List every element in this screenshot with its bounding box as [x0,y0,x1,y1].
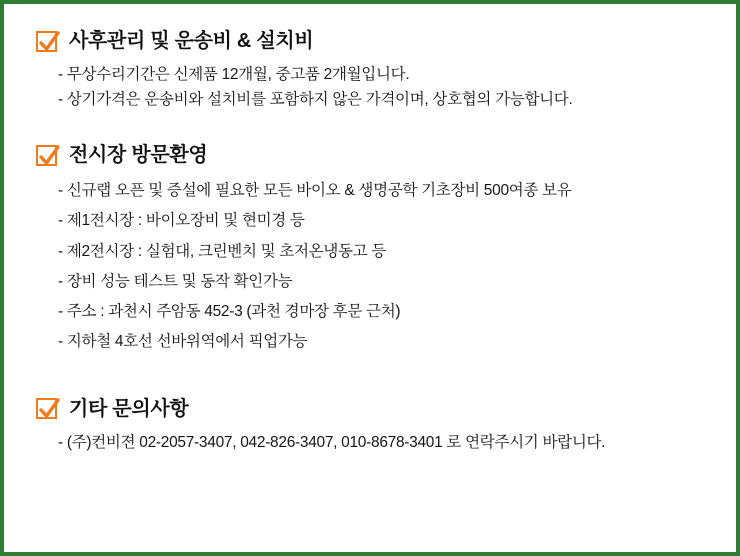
body-line: - 장비 성능 테스트 및 동작 확인가능 [58,272,293,290]
body-line: - 무상수리기간은 신제품 12개월, 중고품 2개월입니다. [58,66,410,83]
body-line: - 신규랩 오픈 및 증설에 필요한 모든 바이오 & 생명공학 기초장비 500여종 보유 [58,182,572,200]
section-title: 전시장 방문환영 [69,144,208,167]
section-spacer [32,118,708,144]
section-body [32,176,708,357]
body-line: - 지하철 4호선 선바위역에서 픽업가능 [58,333,308,351]
body-line: - (주)컨비젼 02-2057-3407, 042-826-3407, 010-8678-3401 로 연락주시기 바랍니다. [58,433,606,451]
section-header [32,30,708,52]
checkbox-checked-icon [36,398,57,419]
section-title: 사후관리 및 운송비 & 설치비 [69,30,314,52]
checkbox-checked-icon [36,145,57,166]
section-after-service [32,30,708,112]
section-title: 기타 문의사항 [69,397,189,420]
section-other-inquiries [32,398,708,455]
section-header [32,398,708,420]
section-showroom-visit [32,144,708,357]
body-line: - 주소 : 과천시 주암동 452-3 (과천 경마장 후문 근처) [58,303,401,321]
section-spacer [32,364,708,384]
checkbox-checked-icon [36,31,57,52]
body-line: - 제2전시장 : 실험대, 크린벤치 및 초저온냉동고 등 [58,242,387,260]
section-body [32,62,708,112]
section-header [32,144,708,166]
section-body [32,430,708,455]
body-line: - 상기가격은 운송비와 설치비를 포함하지 않은 가격이며, 상호협의 가능합니다. [58,91,573,109]
body-line: - 제1전시장 : 바이오장비 및 현미경 등 [58,212,305,230]
